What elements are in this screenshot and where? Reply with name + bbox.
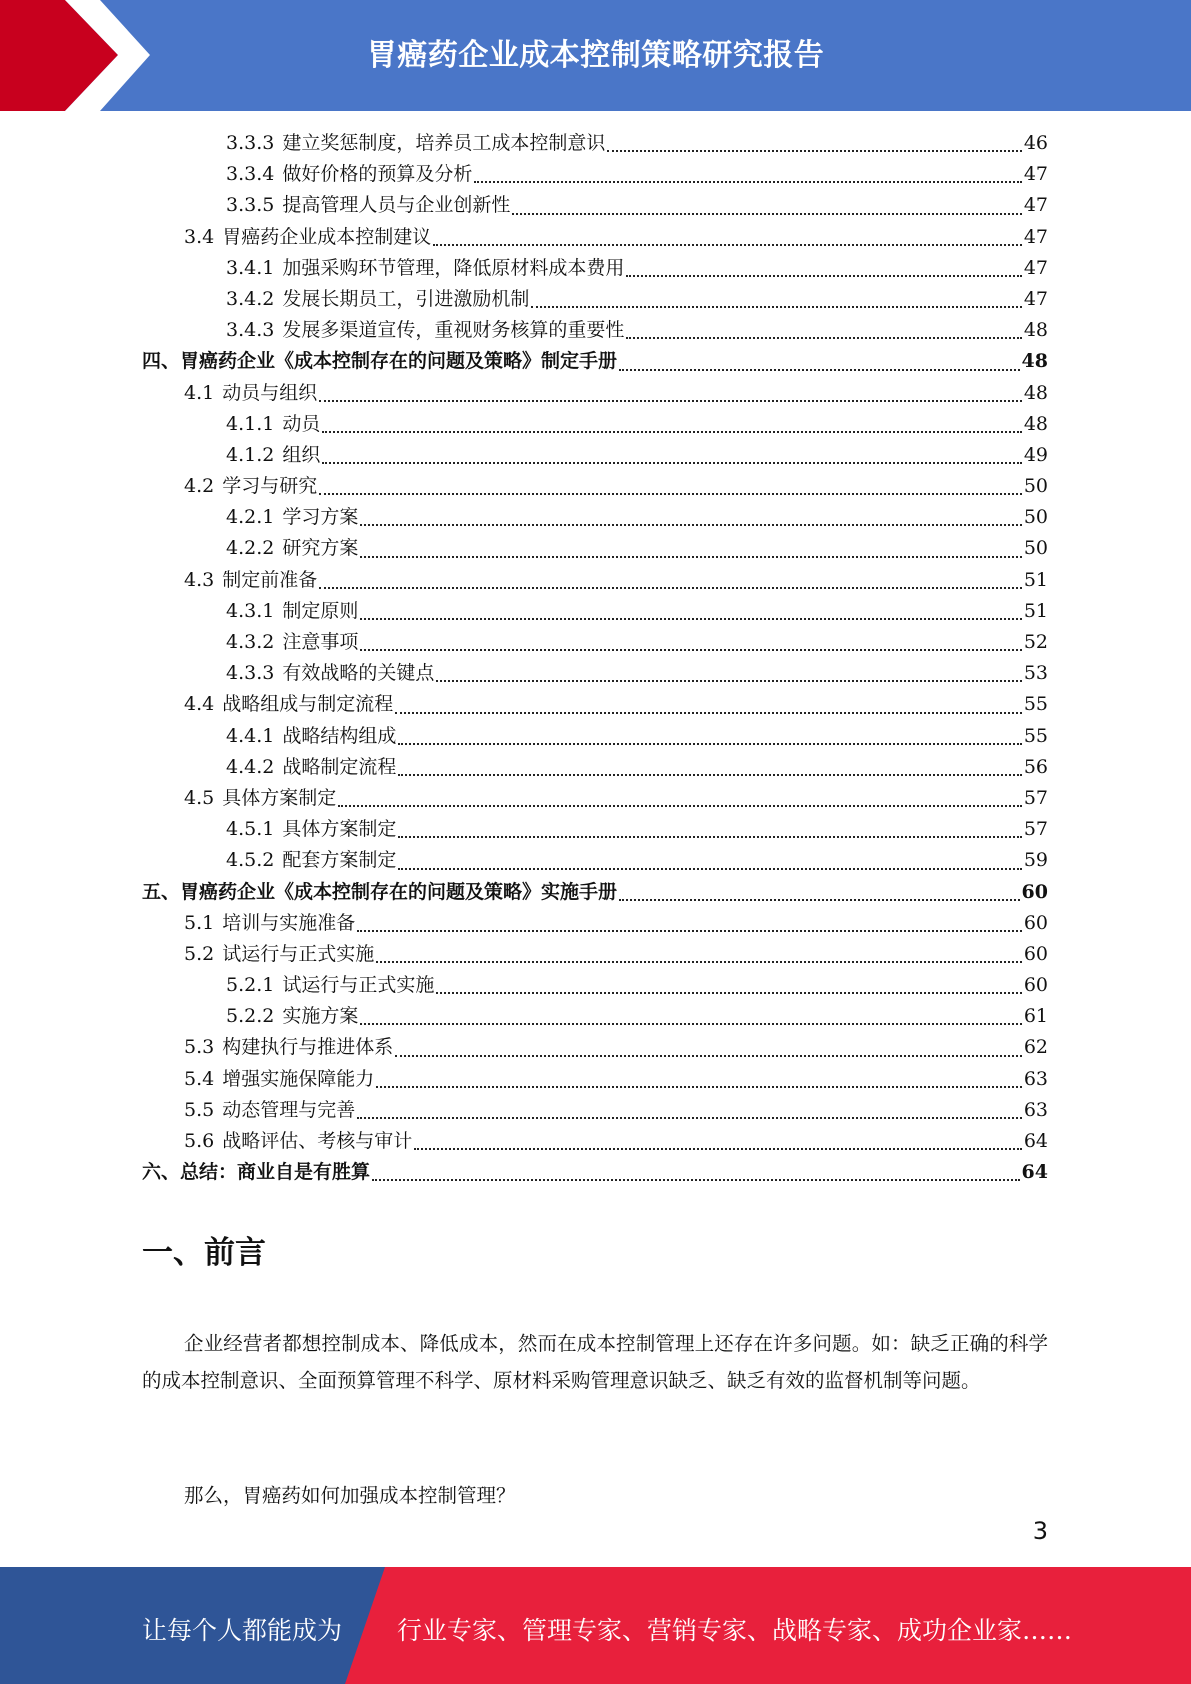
toc-entry[interactable]	[142, 533, 1048, 564]
header-title: 胃癌药企业成本控制策略研究报告	[366, 38, 825, 73]
toc-entry[interactable]	[142, 908, 1048, 939]
toc-entry-number: 4.3.3	[226, 662, 275, 685]
toc-entry-page: 50	[1023, 537, 1048, 560]
toc-dot-leader	[376, 961, 1022, 963]
toc-entry-title: 增强实施保障能力	[222, 1067, 375, 1090]
toc-entry[interactable]	[142, 128, 1048, 159]
toc-entry-title: 注意事项	[282, 631, 359, 653]
toc-entry[interactable]	[142, 1032, 1048, 1063]
toc-entry-number: 3.3.4	[226, 163, 275, 186]
toc-entry-title: 四、胃癌药企业《成本控制存在的问题及策略》制定手册	[142, 350, 618, 373]
toc-entry-number: 3.4	[184, 225, 215, 248]
toc-entry-page: 60	[1021, 880, 1048, 903]
toc-entry[interactable]	[142, 440, 1048, 471]
toc-entry-number: 3.4.2	[226, 287, 275, 310]
toc-entry-number: 4.1	[184, 381, 215, 404]
section-title: 一、前言	[142, 1235, 266, 1271]
toc-entry-number: 3.4.3	[226, 319, 275, 342]
toc-entry-page: 46	[1023, 132, 1048, 154]
toc-entry-page: 50	[1023, 475, 1048, 498]
toc-entry-title: 动员	[282, 412, 321, 435]
toc-entry[interactable]	[142, 939, 1048, 970]
toc-entry[interactable]	[142, 222, 1048, 253]
toc-entry-page: 63	[1023, 1067, 1048, 1090]
toc-entry-number: 4.5.1	[226, 818, 275, 841]
toc-entry-page: 64	[1021, 1161, 1048, 1184]
toc-entry-number: 4.5.2	[226, 849, 275, 872]
toc-entry-page: 48	[1023, 381, 1048, 404]
toc-entry[interactable]	[142, 1126, 1048, 1157]
toc-entry-page: 48	[1023, 319, 1048, 342]
table-of-contents	[142, 128, 1048, 1188]
toc-dot-leader	[414, 1148, 1022, 1150]
toc-entry[interactable]	[142, 1001, 1048, 1032]
toc-entry-title: 战略组成与制定流程	[222, 693, 394, 716]
toc-entry-title: 培训与实施准备	[222, 911, 356, 934]
toc-dot-leader	[360, 1023, 1021, 1025]
toc-entry[interactable]	[142, 752, 1048, 783]
toc-dot-leader	[395, 712, 1022, 714]
toc-entry-page: 47	[1023, 194, 1048, 217]
toc-entry-page: 60	[1023, 974, 1048, 997]
page-header	[0, 0, 1191, 111]
toc-dot-leader	[474, 181, 1021, 183]
toc-entry[interactable]	[142, 783, 1048, 814]
toc-entry-page: 57	[1023, 818, 1048, 841]
toc-entry-title: 具体方案制定	[222, 786, 337, 809]
toc-entry[interactable]	[142, 284, 1048, 315]
toc-entry-page: 55	[1023, 693, 1048, 716]
toc-dot-leader	[626, 337, 1021, 339]
toc-entry-title: 五、胃癌药企业《成本控制存在的问题及策略》实施手册	[142, 880, 618, 903]
toc-entry-title: 发展多渠道宣传，重视财务核算的重要性	[282, 319, 625, 342]
toc-entry-number: 4.1.2	[226, 443, 275, 466]
toc-entry[interactable]	[142, 845, 1048, 876]
toc-entry-title: 动员与组织	[222, 381, 318, 404]
footer-slogan-left: 让每个人都能成为	[142, 1616, 343, 1645]
toc-entry[interactable]	[142, 190, 1048, 221]
toc-entry-number: 4.3.2	[226, 631, 275, 653]
toc-entry[interactable]	[142, 814, 1048, 845]
toc-entry[interactable]	[142, 689, 1048, 720]
toc-entry-page: 55	[1023, 724, 1048, 747]
toc-dot-leader	[626, 275, 1021, 277]
toc-dot-leader	[376, 1086, 1022, 1088]
toc-dot-leader	[372, 1179, 1020, 1181]
toc-dot-leader	[436, 992, 1021, 994]
toc-entry-page: 51	[1023, 599, 1048, 622]
page-footer	[0, 1567, 1191, 1684]
toc-entry-number: 5.2	[184, 942, 215, 965]
toc-entry-page: 47	[1023, 287, 1048, 310]
toc-entry-number: 5.6	[184, 1130, 215, 1152]
toc-dot-leader	[398, 743, 1021, 745]
toc-entry[interactable]	[142, 471, 1048, 502]
toc-entry-title: 胃癌药企业成本控制建议	[222, 225, 432, 248]
toc-entry-page: 47	[1023, 225, 1048, 248]
toc-dot-leader	[322, 462, 1021, 464]
toc-entry-title: 构建执行与推进体系	[222, 1036, 394, 1059]
toc-entry[interactable]	[142, 1064, 1048, 1095]
toc-dot-leader	[319, 587, 1022, 589]
toc-entry-number: 5.5	[184, 1098, 215, 1121]
toc-entry-title: 试运行与正式实施	[282, 974, 435, 997]
toc-entry[interactable]	[142, 596, 1048, 627]
toc-entry-page: 56	[1023, 755, 1048, 778]
toc-entry-number: 4.5	[184, 786, 215, 809]
toc-entry[interactable]	[142, 159, 1048, 190]
toc-entry-page: 63	[1023, 1098, 1048, 1121]
toc-entry-page: 52	[1023, 631, 1048, 653]
toc-entry-title: 研究方案	[282, 537, 359, 560]
toc-entry-title: 学习方案	[282, 506, 359, 529]
toc-entry-page: 61	[1023, 1005, 1048, 1028]
toc-entry-number: 4.3	[184, 568, 215, 591]
toc-dot-leader	[436, 680, 1021, 682]
toc-entry-title: 实施方案	[282, 1005, 359, 1028]
toc-entry[interactable]	[142, 378, 1048, 409]
toc-entry-title: 战略制定流程	[282, 755, 397, 778]
toc-entry-title: 配套方案制定	[282, 849, 397, 872]
toc-entry-page: 62	[1023, 1036, 1048, 1059]
toc-entry[interactable]	[142, 658, 1048, 689]
footer-slogan-right: 行业专家、管理专家、营销专家、战略专家、成功企业家……	[397, 1616, 1073, 1645]
toc-entry-number: 4.4.2	[226, 755, 275, 778]
toc-dot-leader	[319, 493, 1022, 495]
toc-entry-number: 5.4	[184, 1067, 215, 1090]
toc-dot-leader	[360, 556, 1021, 558]
toc-entry-number: 3.3.5	[226, 194, 275, 217]
page-number: 3	[1032, 1517, 1048, 1545]
toc-entry-title: 六、总结：商业自是有胜算	[142, 1161, 371, 1184]
toc-entry-page: 59	[1023, 849, 1048, 872]
toc-dot-leader	[338, 805, 1022, 807]
toc-dot-leader	[433, 244, 1022, 246]
toc-dot-leader	[619, 369, 1020, 371]
toc-entry[interactable]	[142, 1095, 1048, 1126]
toc-dot-leader	[360, 618, 1021, 620]
toc-entry-number: 4.1.1	[226, 412, 275, 435]
toc-entry-number: 4.2.1	[226, 506, 275, 529]
toc-entry-title: 动态管理与完善	[222, 1098, 356, 1121]
toc-dot-leader	[319, 400, 1022, 402]
body-paragraph: 企业经营者都想控制成本、降低成本，然而在成本控制管理上还存在许多问题。如：缺乏正确的科学的成本控制意识、全面预算管理不科学、原材料采购管理意识缺乏、缺乏有效的监督机制等问题。	[142, 1332, 1048, 1392]
toc-entry[interactable]	[142, 1157, 1048, 1188]
toc-entry[interactable]	[142, 565, 1048, 596]
toc-dot-leader	[531, 306, 1021, 308]
toc-entry-page: 64	[1023, 1130, 1048, 1152]
toc-entry-number: 5.2.1	[226, 974, 275, 997]
toc-entry-title: 有效战略的关键点	[282, 662, 435, 685]
toc-dot-leader	[357, 930, 1022, 932]
toc-entry-title: 战略结构组成	[282, 724, 397, 747]
toc-dot-leader	[395, 1055, 1022, 1057]
toc-entry-page: 51	[1023, 568, 1048, 591]
toc-dot-leader	[607, 150, 1021, 152]
toc-entry-page: 47	[1023, 163, 1048, 186]
toc-dot-leader	[398, 774, 1021, 776]
toc-entry[interactable]	[142, 409, 1048, 440]
toc-entry-number: 4.2	[184, 475, 215, 498]
toc-entry-number: 4.4.1	[226, 724, 275, 747]
toc-entry[interactable]	[142, 346, 1048, 377]
toc-entry-page: 49	[1023, 443, 1048, 466]
toc-entry-page: 48	[1021, 350, 1048, 373]
toc-entry[interactable]	[142, 253, 1048, 284]
toc-dot-leader	[398, 836, 1021, 838]
toc-entry-title: 学习与研究	[222, 475, 318, 498]
toc-dot-leader	[619, 899, 1020, 901]
toc-entry-title: 制定原则	[282, 599, 359, 622]
toc-entry[interactable]	[142, 970, 1048, 1001]
toc-entry-title: 发展长期员工，引进激励机制	[282, 287, 530, 310]
toc-dot-leader	[322, 431, 1021, 433]
body-paragraph: 那么，胃癌药如何加强成本控制管理？	[184, 1484, 516, 1507]
toc-entry-number: 4.3.1	[226, 599, 275, 622]
toc-entry-number: 4.4	[184, 693, 215, 716]
toc-entry-title: 战略评估、考核与审计	[222, 1130, 413, 1152]
toc-dot-leader	[398, 868, 1021, 870]
toc-entry-number: 3.4.1	[226, 256, 275, 279]
toc-entry-number: 4.2.2	[226, 537, 275, 560]
toc-entry-title: 组织	[282, 443, 321, 466]
toc-dot-leader	[360, 524, 1021, 526]
toc-entry[interactable]	[142, 627, 1048, 658]
toc-dot-leader	[357, 1117, 1022, 1119]
toc-entry[interactable]	[142, 315, 1048, 346]
toc-entry-title: 做好价格的预算及分析	[282, 163, 473, 186]
toc-entry-page: 57	[1023, 786, 1048, 809]
toc-entry-page: 53	[1023, 662, 1048, 685]
toc-entry-title: 具体方案制定	[282, 818, 397, 841]
toc-entry[interactable]	[142, 877, 1048, 908]
toc-entry-title: 制定前准备	[222, 568, 318, 591]
toc-entry-page: 50	[1023, 506, 1048, 529]
toc-entry-number: 3.3.3	[226, 132, 275, 154]
toc-dot-leader	[512, 213, 1021, 215]
toc-entry-page: 47	[1023, 256, 1048, 279]
toc-entry-title: 建立奖惩制度，培养员工成本控制意识	[282, 132, 606, 154]
toc-entry-number: 5.3	[184, 1036, 215, 1059]
toc-entry-title: 试运行与正式实施	[222, 942, 375, 965]
toc-dot-leader	[360, 649, 1021, 651]
toc-entry[interactable]	[142, 721, 1048, 752]
toc-entry-number: 5.2.2	[226, 1005, 275, 1028]
toc-entry-title: 加强采购环节管理，降低原材料成本费用	[282, 256, 625, 279]
toc-entry-page: 60	[1023, 942, 1048, 965]
toc-entry-page: 60	[1023, 911, 1048, 934]
toc-entry-number: 5.1	[184, 911, 215, 934]
toc-entry-page: 48	[1023, 412, 1048, 435]
toc-entry-title: 提高管理人员与企业创新性	[282, 194, 511, 217]
toc-entry[interactable]	[142, 502, 1048, 533]
